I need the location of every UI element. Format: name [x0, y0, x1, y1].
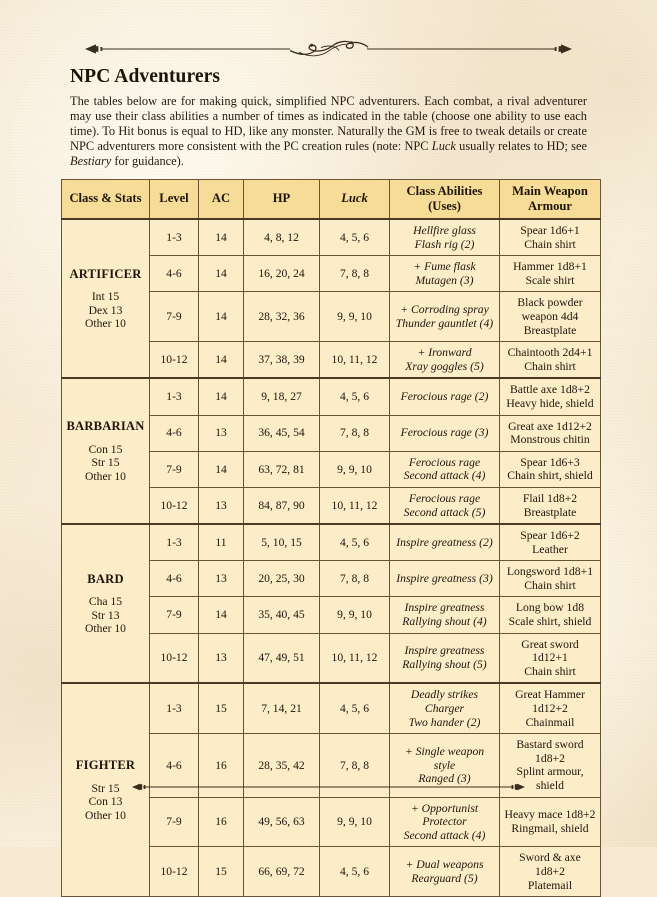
- level-cell: 10-12: [150, 487, 199, 524]
- ability-line: Hellfire glass: [413, 224, 476, 237]
- ability-line: Inspire greatness: [404, 644, 485, 658]
- ability-line: Rallying shout (5): [402, 658, 487, 672]
- weapon-armour-cell: [500, 847, 601, 897]
- table-body: [62, 219, 601, 897]
- level-cell: 7-9: [150, 451, 199, 487]
- class-abilities-cell: [390, 415, 500, 451]
- hp-cell: 49, 56, 63: [244, 797, 320, 847]
- ability-line: + Ironward: [417, 346, 472, 360]
- level-cell: 7-9: [150, 597, 199, 633]
- luck-cell: 9, 9, 10: [320, 597, 390, 633]
- column-header-class-abilities: [390, 180, 500, 220]
- weapon-line: Battle axe 1d8+2: [510, 383, 590, 397]
- weapon-line: 1d12+2: [532, 702, 568, 716]
- weapon-line: Sword & axe 1d8+2: [519, 851, 581, 878]
- luck-cell: 4, 5, 6: [320, 378, 390, 415]
- weapon-line: Breastplate: [523, 323, 577, 337]
- hp-cell: 9, 18, 27: [244, 378, 320, 415]
- ability-line: Flash rig (2): [414, 237, 475, 251]
- class-abilities-cell: [390, 561, 500, 597]
- ac-cell: 15: [199, 683, 244, 733]
- class-abilities-cell: [390, 633, 500, 683]
- column-header-luck: Luck: [320, 180, 390, 220]
- ability-line: Inspire greatness (2): [396, 535, 493, 549]
- class-abilities-cell: [390, 219, 500, 256]
- class-stat: Dex 13: [88, 303, 123, 317]
- weapon-armour-cell: [500, 633, 601, 683]
- class-abilities-cell: [390, 683, 500, 733]
- luck-cell: 4, 5, 6: [320, 219, 390, 256]
- level-cell: 10-12: [150, 633, 199, 683]
- ability-line: Xray goggles (5): [405, 359, 484, 373]
- weapon-armour-cell: [500, 797, 601, 847]
- ac-cell: 16: [199, 797, 244, 847]
- class-stat: Other 10: [85, 622, 126, 636]
- class-stats-cell: [62, 524, 150, 683]
- weapon-line: Black powder: [517, 296, 583, 310]
- ability-line: Ferocious rage (2): [400, 390, 489, 404]
- page-title: NPC Adventurers: [70, 66, 221, 87]
- luck-cell: 10, 11, 12: [320, 487, 390, 524]
- ac-cell: 14: [199, 378, 244, 415]
- level-cell: 1-3: [150, 219, 199, 256]
- ability-line: + Corroding spray: [400, 303, 489, 317]
- weapon-line: Long bow 1d8: [515, 601, 585, 615]
- ac-cell: 14: [199, 597, 244, 633]
- class-stat: Str 15: [91, 456, 120, 470]
- luck-cell: 10, 11, 12: [320, 633, 390, 683]
- ac-cell: 14: [199, 219, 244, 256]
- weapon-line: Chain shirt: [524, 359, 576, 373]
- hp-cell: 47, 49, 51: [244, 633, 320, 683]
- luck-cell: 10, 11, 12: [320, 342, 390, 379]
- luck-cell: 4, 5, 6: [320, 683, 390, 733]
- column-header-weapon-line2: Armour: [527, 198, 573, 213]
- column-header-level: Level: [150, 180, 199, 220]
- level-cell: 4-6: [150, 734, 199, 797]
- hp-cell: 37, 38, 39: [244, 342, 320, 379]
- luck-cell: 7, 8, 8: [320, 734, 390, 797]
- weapon-line: Chainmail: [525, 715, 575, 729]
- hp-cell: 28, 35, 42: [244, 734, 320, 797]
- column-header-weapon-line1: Main Weapon: [512, 184, 588, 198]
- weapon-line: Chain shirt, shield: [507, 469, 593, 483]
- ac-cell: 15: [199, 847, 244, 897]
- intro-paragraph: The tables below are for making quick, simplified NPC adventurers. Each combat, a rival adventurer may use their class abilities a number of times as indicated in the table (choose one ability to use each time). To Hit bonus is equal to HD, like any monster. Naturally the GM is free to tweak details or create NPC adventurers more consistent with the PC creation rules (note: NPC Luck usually relates to HD; see Bestiary for guidance).: [70, 94, 587, 169]
- level-cell: 1-3: [150, 524, 199, 561]
- class-abilities-cell: [390, 524, 500, 561]
- hp-cell: 28, 32, 36: [244, 292, 320, 342]
- class-name: FIGHTER: [75, 758, 136, 773]
- class-abilities-cell: [390, 847, 500, 897]
- luck-cell: 7, 8, 8: [320, 415, 390, 451]
- hp-cell: 5, 10, 15: [244, 524, 320, 561]
- weapon-line: Chaintooth 2d4+1: [507, 346, 593, 360]
- level-cell: 4-6: [150, 415, 199, 451]
- ability-line: Rallying shout (4): [402, 615, 487, 629]
- ability-line: + Fume flask: [413, 260, 476, 274]
- class-abilities-cell: [390, 487, 500, 524]
- weapon-armour-cell: [500, 378, 601, 415]
- column-header-class-abilities-line2: (Uses): [428, 198, 461, 213]
- hp-cell: 63, 72, 81: [244, 451, 320, 487]
- level-cell: 1-3: [150, 378, 199, 415]
- ac-cell: 16: [199, 734, 244, 797]
- article-content: [70, 66, 587, 169]
- class-stat: Other 10: [85, 808, 126, 822]
- ac-cell: 14: [199, 342, 244, 379]
- column-header-main-weapon-armour: [500, 180, 601, 220]
- ornament-bottom-divider: [132, 780, 525, 792]
- weapon-line: Heavy hide, shield: [506, 396, 594, 410]
- ability-line: Rearguard (5): [411, 871, 478, 885]
- ornament-top-divider: [85, 38, 572, 60]
- hp-cell: 4, 8, 12: [244, 219, 320, 256]
- class-stat: Other 10: [85, 317, 126, 331]
- weapon-armour-cell: [500, 415, 601, 451]
- weapon-line: Scale shirt: [525, 273, 575, 287]
- ac-cell: 13: [199, 633, 244, 683]
- ability-line: Ranged (3): [418, 772, 471, 786]
- table-row: [62, 524, 601, 561]
- weapon-line: Ringmail, shield: [511, 821, 589, 835]
- weapon-armour-cell: [500, 292, 601, 342]
- weapon-armour-cell: [500, 597, 601, 633]
- luck-cell: 4, 5, 6: [320, 524, 390, 561]
- class-name: BARD: [87, 571, 124, 586]
- hp-cell: 66, 69, 72: [244, 847, 320, 897]
- class-stat: Con 13: [88, 795, 123, 809]
- luck-cell: 9, 9, 10: [320, 451, 390, 487]
- level-cell: 1-3: [150, 683, 199, 733]
- ability-line: + Single weapon style: [404, 745, 485, 772]
- ac-cell: 11: [199, 524, 244, 561]
- weapon-line: Spear 1d6+2: [520, 529, 580, 543]
- hp-cell: 20, 25, 30: [244, 561, 320, 597]
- class-stats-cell: [62, 378, 150, 524]
- class-stat: Str 13: [91, 608, 120, 622]
- weapon-armour-cell: [500, 342, 601, 379]
- weapon-line: Chain shirt: [524, 578, 576, 592]
- weapon-armour-cell: [500, 524, 601, 561]
- class-stat: Int 15: [91, 290, 120, 304]
- ability-line: + Opportunist: [410, 801, 479, 815]
- weapon-line: Heavy mace 1d8+2: [504, 808, 596, 822]
- level-cell: 10-12: [150, 847, 199, 897]
- column-header-class-abilities-line1: Class Abilities: [406, 184, 483, 198]
- ac-cell: 14: [199, 451, 244, 487]
- ability-line: Deadly strikes: [410, 688, 479, 702]
- ability-line: Two hander (2): [408, 715, 481, 729]
- ac-cell: 13: [199, 415, 244, 451]
- weapon-line: Bastard sword 1d8+2: [516, 738, 584, 765]
- class-stats-cell: [62, 219, 150, 378]
- table-row: [62, 683, 601, 733]
- hp-cell: 35, 40, 45: [244, 597, 320, 633]
- weapon-line: Great axe 1d12+2: [508, 419, 592, 433]
- weapon-line: Spear 1d6+3: [520, 455, 580, 469]
- luck-cell: 9, 9, 10: [320, 797, 390, 847]
- luck-cell: 7, 8, 8: [320, 256, 390, 292]
- weapon-armour-cell: [500, 219, 601, 256]
- weapon-line: Hammer 1d8+1: [513, 260, 587, 274]
- weapon-armour-cell: [500, 561, 601, 597]
- table-header: [62, 180, 601, 220]
- class-abilities-cell: [390, 256, 500, 292]
- ac-cell: 14: [199, 256, 244, 292]
- level-cell: 4-6: [150, 256, 199, 292]
- level-cell: 10-12: [150, 342, 199, 379]
- weapon-line: Spear 1d6+1: [520, 224, 580, 237]
- ability-line: Ferocious rage (3): [400, 426, 489, 440]
- ability-line: Inspire greatness (3): [396, 572, 493, 586]
- ability-line: Protector: [422, 815, 467, 829]
- weapon-armour-cell: [500, 451, 601, 487]
- class-abilities-cell: [390, 797, 500, 847]
- ability-line: + Dual weapons: [405, 858, 484, 872]
- weapon-line: Longsword 1d8+1: [506, 565, 594, 579]
- class-name: ARTIFICER: [69, 266, 142, 281]
- ac-cell: 13: [199, 561, 244, 597]
- column-header-hp: HP: [244, 180, 320, 220]
- table-row: [62, 378, 601, 415]
- weapon-line: Platemail: [527, 878, 573, 892]
- weapon-line: Flail 1d8+2: [522, 491, 578, 505]
- level-cell: 7-9: [150, 797, 199, 847]
- column-header-ac: AC: [199, 180, 244, 220]
- class-stat: Cha 15: [88, 595, 123, 609]
- level-cell: 4-6: [150, 561, 199, 597]
- class-stat: Con 15: [88, 442, 123, 456]
- weapon-line: Great Hammer: [515, 688, 585, 702]
- weapon-line: Scale shirt, shield: [508, 615, 592, 629]
- weapon-line: Chain shirt: [524, 664, 576, 678]
- weapon-armour-cell: [500, 256, 601, 292]
- weapon-line: weapon 4d4: [521, 309, 579, 323]
- weapon-line: Breastplate: [523, 505, 577, 519]
- ability-line: Second attack (4): [403, 469, 486, 483]
- ac-cell: 13: [199, 487, 244, 524]
- ability-line: Ferocious rage: [408, 455, 481, 469]
- class-abilities-cell: [390, 451, 500, 487]
- class-abilities-cell: [390, 292, 500, 342]
- class-abilities-cell: [390, 342, 500, 379]
- luck-cell: 9, 9, 10: [320, 292, 390, 342]
- level-cell: 7-9: [150, 292, 199, 342]
- weapon-line: Great sword 1d12+1: [521, 637, 579, 665]
- column-header-class-stats: Class & Stats: [62, 180, 150, 220]
- hp-cell: 7, 14, 21: [244, 683, 320, 733]
- weapon-line: Leather: [532, 542, 568, 556]
- ac-cell: 14: [199, 292, 244, 342]
- weapon-line: Chain shirt: [524, 237, 576, 251]
- class-name: BARBARIAN: [66, 419, 145, 434]
- weapon-armour-cell: [500, 683, 601, 733]
- hp-cell: 16, 20, 24: [244, 256, 320, 292]
- hp-cell: 36, 45, 54: [244, 415, 320, 451]
- ability-line: Charger: [424, 702, 465, 716]
- ability-line: Mutagen (3): [415, 273, 474, 287]
- class-abilities-cell: [390, 597, 500, 633]
- hp-cell: 84, 87, 90: [244, 487, 320, 524]
- ability-line: Inspire greatness: [404, 601, 485, 615]
- weapon-line: Monstrous chitin: [510, 433, 590, 447]
- table-row: [62, 219, 601, 256]
- class-abilities-cell: [390, 378, 500, 415]
- ability-line: Ferocious rage: [408, 491, 481, 505]
- ability-line: Second attack (4): [403, 828, 486, 842]
- ability-line: Thunder gauntlet (4): [395, 316, 494, 330]
- luck-cell: 4, 5, 6: [320, 847, 390, 897]
- class-stat: Str 15: [91, 781, 120, 795]
- weapon-line: Splint armour, shield: [516, 765, 584, 792]
- ability-line: Second attack (5): [403, 505, 486, 519]
- weapon-armour-cell: [500, 487, 601, 524]
- table-header-row: [62, 180, 601, 220]
- class-stat: Other 10: [85, 469, 126, 483]
- luck-cell: 7, 8, 8: [320, 561, 390, 597]
